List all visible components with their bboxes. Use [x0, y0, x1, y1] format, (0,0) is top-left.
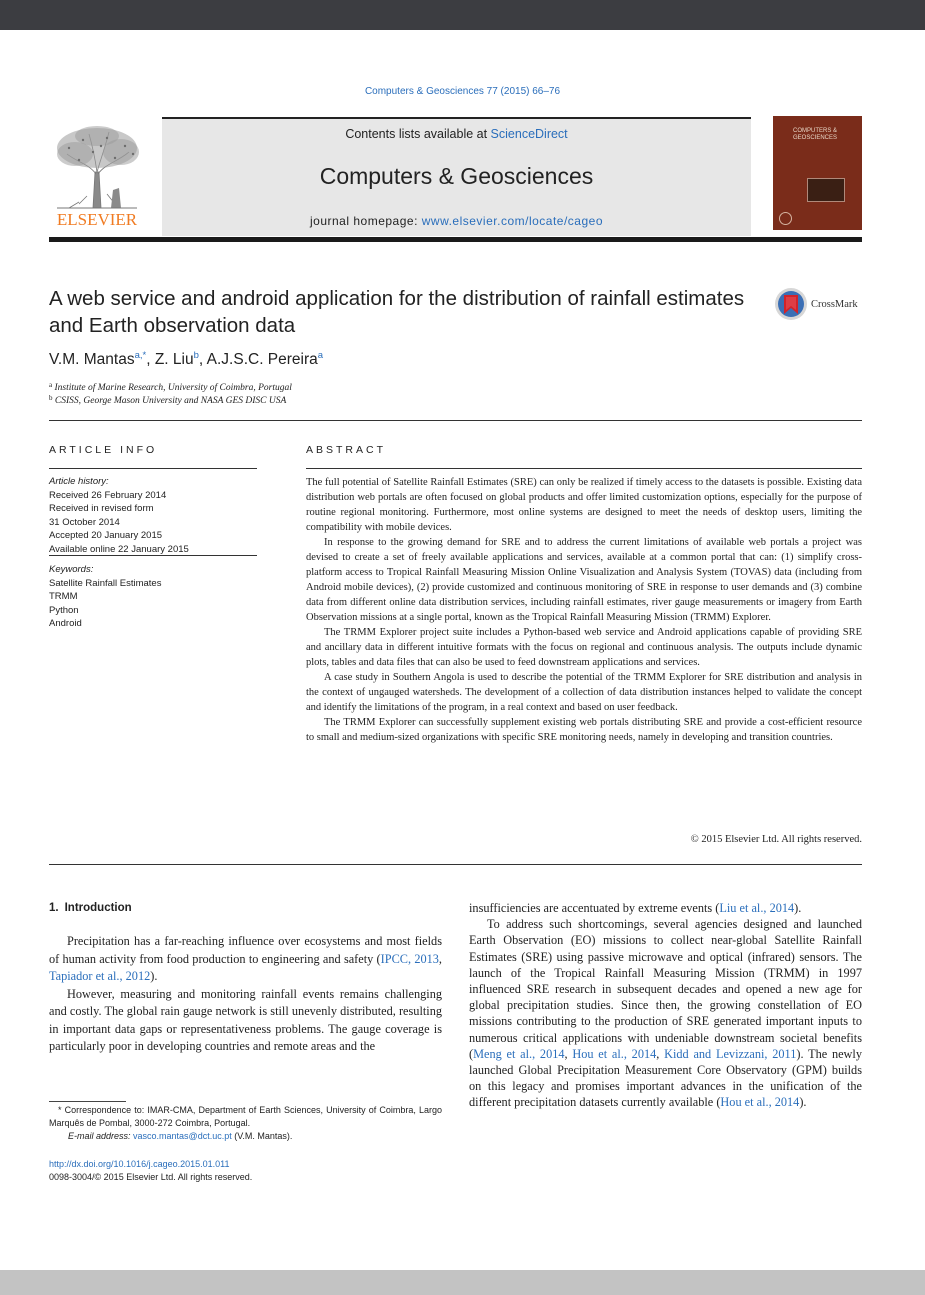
- doi-block: [49, 1158, 252, 1184]
- correspondence-footnote: [49, 1104, 442, 1143]
- journal-citation[interactable]: Computers & Geosciences 77 (2015) 66–76: [364, 86, 561, 97]
- citation-link[interactable]: Liu et al., 2014: [719, 901, 795, 915]
- text-run: ). The newly launched Global Precipitation Measurement Core Observatory (GPM) builds on this legacy and promises important advances in the unification of the different precipitation datasets currently available (: [469, 1046, 862, 1110]
- abstract-heading: ABSTRACT: [306, 444, 387, 456]
- body-paragraph: [469, 900, 862, 916]
- text-run: Precipitation has a far-reaching influence over ecosystems and most fields of human activity from food production to engineering and safety (: [49, 934, 442, 966]
- section-title: Introduction: [64, 902, 132, 914]
- body-paragraph: [49, 933, 442, 986]
- keyword-item: Android: [49, 618, 82, 629]
- citation-link[interactable]: Hou et al., 2014: [572, 1046, 657, 1061]
- body-paragraph: [469, 916, 862, 1110]
- section-heading-introduction: [49, 902, 132, 914]
- cover-image: [807, 178, 845, 202]
- affiliation-text: Institute of Marine Research, University of Coimbra, Portugal: [54, 383, 292, 393]
- keyword-item: Satellite Rainfall Estimates: [49, 577, 162, 589]
- affiliation-mark: b: [49, 394, 53, 402]
- sciencedirect-link[interactable]: ScienceDirect: [490, 127, 568, 141]
- abstract-paragraph: In response to the growing demand for SRE and to address the current limitations of available web portals a project was devised to create a set of freely available applications and services, available at a common portal that can: (1) simplify cross-platform access to Tropical Rainfall Measuring Mission Online Visualization and Analysis System (TOVAS) data (including from Android mobile devices), (2) provide customized and continuous monitoring of SRE in response to user demands and (3) combine data from different online data distribution services, including rainfall estimates, river gauge measurements or imagery from Earth Observation missions at a single portal, known as the Tropical Rainfall Measuring Mission (TRMM) Explorer.: [306, 537, 862, 623]
- crossmark-label: CrossMark: [811, 299, 858, 310]
- journal-masthead: [162, 117, 751, 236]
- history-item: Available online 22 January 2015: [49, 543, 189, 555]
- author-name[interactable]: V.M. Mantas: [49, 351, 135, 368]
- citation-link[interactable]: IPCC, 2013: [380, 951, 439, 966]
- affiliation-text: CSISS, George Mason University and NASA GES DISC USA: [54, 396, 287, 406]
- footnote-rule: [49, 1101, 126, 1102]
- elsevier-tree-icon: [49, 124, 145, 210]
- author-email-link[interactable]: vasco.mantas@dct.uc.pt: [133, 1131, 232, 1141]
- text-run: insufficiencies are accentuated by extreme events (: [469, 901, 720, 915]
- journal-name: Computers & Geosciences: [319, 163, 594, 189]
- text-run: ).: [794, 901, 802, 915]
- abstract-paragraph: The full potential of Satellite Rainfall Estimates (SRE) can only be realized if timely access to the datasets is possible. Existing data distribution web portals are often focused on global products and offer limited customization options, especially for the purpose of routine regional monitoring. Furthermore, most online systems are designed to meet the needs of desktop users, limiting the compatibility with mobile devices.: [306, 477, 862, 533]
- contents-line: [162, 127, 751, 141]
- author-separator: ,: [198, 351, 207, 368]
- journal-homepage-link[interactable]: www.elsevier.com/locate/cageo: [421, 214, 603, 228]
- issn-line: 0098-3004/© 2015 Elsevier Ltd. All rights reserved.: [49, 1172, 253, 1182]
- body-column-left: [49, 933, 442, 1056]
- affiliation-mark: a: [49, 381, 53, 389]
- abstract-paragraph: The TRMM Explorer can successfully supplement existing web portals distributing SRE and provide a cost-efficient resource to small and medium-sized organizations with specific SRE monitoring needs, namely in developing and transition countries.: [306, 717, 862, 743]
- email-suffix: (V.M. Mantas).: [231, 1131, 293, 1141]
- header-divider: [49, 420, 862, 421]
- article-info-rule: [49, 468, 257, 469]
- email-label: E-mail address:: [68, 1131, 134, 1141]
- footnote-text: * Correspondence to: IMAR-CMA, Department of Earth Sciences, University of Coimbra, Largo Marquês de Pombal, 3000-272 Coimbra, Portugal.: [49, 1105, 442, 1128]
- citation-link[interactable]: Hou et al., 2014: [720, 1095, 800, 1110]
- citation-link[interactable]: Kidd and Levizzani, 2011: [664, 1046, 797, 1061]
- author-affiliation-mark[interactable]: a: [317, 350, 324, 361]
- abstract-paragraph: The TRMM Explorer project suite includes a Python-based web service and Android applications capable of providing SRE and ancillary data in different intuitive formats with the focus on regional and continuous analysis. The outputs include dynamic plots, tables and data files that can also be used to feed downstream applications and services.: [306, 627, 862, 668]
- abstract-copyright: © 2015 Elsevier Ltd. All rights reserved.: [690, 834, 862, 845]
- journal-cover: [773, 116, 862, 230]
- text-run: ,: [564, 1046, 573, 1061]
- crossmark-badge[interactable]: [774, 287, 864, 321]
- keywords-rule: [49, 555, 257, 556]
- footnote-email-line: [49, 1130, 442, 1143]
- body-paragraph: However, measuring and monitoring rainfall events remains challenging and costly. The global rain gauge network is still unevenly distributed, resulting in important data gaps or representativeness problems. The gauge coverage is particularly poor in developing countries and remote areas and the: [49, 986, 442, 1053]
- history-item: Received 26 February 2014: [49, 489, 167, 501]
- article-info-heading: ARTICLE INFO: [49, 444, 158, 456]
- viewer-top-bar: [0, 0, 925, 30]
- viewer-bottom-bar: [0, 1270, 925, 1295]
- abstract-paragraph: A case study in Southern Angola is used to describe the potential of the TRMM Explorer for SRE distribution and analysis in the context of ungauged watersheds. The development of a collection of data distribution instances helped to validate the concept and identify the limitations of the program, in a real context and based on user feedback.: [306, 672, 862, 713]
- text-run: To address such shortcomings, several agencies designed and launched Earth Observation (EO) missions to collect near-global Satellite Rainfall Estimates (SRE) using passive microwave and optical (infrared) sensors. The launch of the Tropical Rainfall Measuring Mission (TRMM) in 1997 influenced SRE research in subsequent decades and opened a new age for global precipitation studies. Since then, the growing constellation of EO missions contributing to the production of SRE generated important inputs to numerous critical applications with undeniable downstream societal benefits (: [469, 917, 862, 1061]
- article-history-label: Article history:: [49, 476, 109, 487]
- contents-prefix: Contents lists available at: [345, 127, 491, 141]
- affiliation: [49, 381, 292, 393]
- cover-badge-icon: [779, 212, 792, 225]
- homepage-line: [162, 214, 751, 228]
- article-history: [49, 475, 189, 556]
- keyword-item: TRMM: [49, 591, 78, 602]
- citation-link[interactable]: Meng et al., 2014: [473, 1046, 565, 1061]
- masthead-rule: [49, 237, 862, 242]
- doi-link[interactable]: http://dx.doi.org/10.1016/j.cageo.2015.01.011: [49, 1159, 230, 1169]
- paper-title: A web service and android application for the distribution of rainfall estimates and Earth observation data: [49, 287, 745, 337]
- history-item: Received in revised form: [49, 503, 154, 514]
- author-name[interactable]: A.J.S.C. Pereira: [206, 351, 318, 368]
- elsevier-wordmark: ELSEVIER: [56, 210, 138, 229]
- abstract-rule: [306, 468, 862, 469]
- author-affiliation-mark[interactable]: a,*: [134, 350, 147, 361]
- affiliation: [49, 394, 286, 406]
- abstract-body: [306, 475, 862, 745]
- keywords-label: Keywords:: [49, 564, 94, 575]
- keywords: [49, 563, 161, 631]
- elsevier-logo: [49, 124, 145, 230]
- text-run: ).: [799, 1095, 807, 1110]
- author-list: [49, 350, 323, 369]
- keyword-item: Python: [49, 604, 79, 616]
- history-item: 31 October 2014: [49, 516, 120, 528]
- author-affiliation-mark[interactable]: b: [193, 350, 199, 361]
- text-run: ,: [438, 951, 442, 966]
- homepage-prefix: journal homepage:: [310, 214, 422, 228]
- section-number: 1.: [49, 902, 59, 914]
- text-run: ).: [150, 969, 158, 983]
- citation-link[interactable]: Tapiador et al., 2012: [49, 969, 151, 983]
- author-name[interactable]: Z. Liu: [154, 351, 194, 368]
- abstract-bottom-divider: [49, 864, 862, 865]
- cover-title: COMPUTERS & GEOSCIENCES: [793, 128, 838, 141]
- text-run: ,: [656, 1046, 665, 1061]
- author-separator: ,: [146, 351, 155, 368]
- history-item: Accepted 20 January 2015: [49, 530, 163, 541]
- body-column-right: [469, 900, 862, 1111]
- crossmark-icon: [774, 287, 808, 321]
